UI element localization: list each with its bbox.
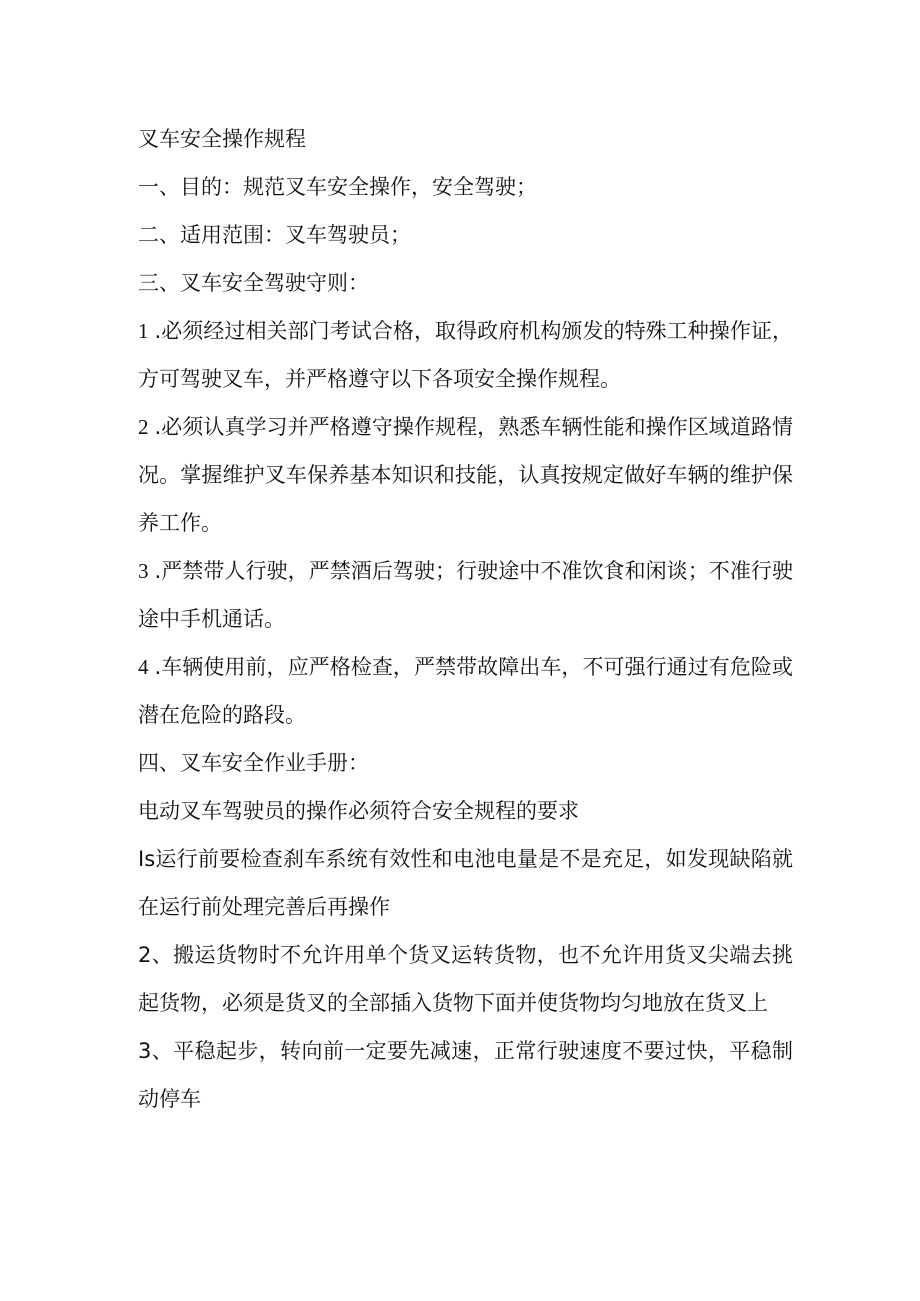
manual-intro: 电动叉车驾驶员的操作必须符合安全规程的要求	[138, 799, 579, 823]
rule-number: 4	[138, 655, 149, 679]
rule-text: .必须认真学习并严格遵守操作规程，熟悉车辆性能和操作区域道路情况。掌握维护叉车保养基本知识和技能，认真按规定做好车辆的维护保养工作。	[138, 415, 793, 535]
document-title: 叉车安全操作规程	[138, 127, 306, 151]
section-manual-heading: 四、叉车安全作业手册：	[138, 751, 369, 775]
rule-text: .车辆使用前，应严格检查，严禁带故障出车，不可强行通过有危险或潜在危险的路段。	[138, 655, 793, 727]
rule-item-1	[138, 307, 793, 403]
rule-number: 1	[138, 319, 149, 343]
section-purpose: 一、目的：规范叉车安全操作，安全驾驶；	[138, 175, 537, 199]
rule-text: .必须经过相关部门考试合格，取得政府机构颁发的特殊工种操作证，方可驾驶叉车，并严格遵守以下各项安全操作规程。	[138, 319, 793, 391]
rule-number: 2	[138, 415, 149, 439]
rule-item-3	[138, 547, 793, 643]
manual-item-1: Is运行前要检查刹车系统有效性和电池电量是不是充足，如发现缺陷就在运行前处理完善后再操作	[138, 847, 793, 919]
rule-text: .严禁带人行驶，严禁酒后驾驶；行驶途中不准饮食和闲谈；不准行驶途中手机通话。	[138, 559, 793, 631]
manual-item-3: 3、平稳起步，转向前一定要先减速，正常行驶速度不要过快，平稳制动停车	[138, 1039, 793, 1111]
document-body	[138, 115, 793, 1123]
section-rules-heading: 三、叉车安全驾驶守则：	[138, 271, 369, 295]
rule-number: 3	[138, 559, 149, 583]
rule-item-2	[138, 403, 793, 547]
manual-item-2: 2、搬运货物时不允许用单个货叉运转货物，也不允许用货叉尖端去挑起货物，必须是货叉的全部插入货物下面并使货物均匀地放在货叉上	[138, 943, 793, 1015]
rule-item-4	[138, 643, 793, 739]
section-scope: 二、适用范围：叉车驾驶员；	[138, 223, 411, 247]
